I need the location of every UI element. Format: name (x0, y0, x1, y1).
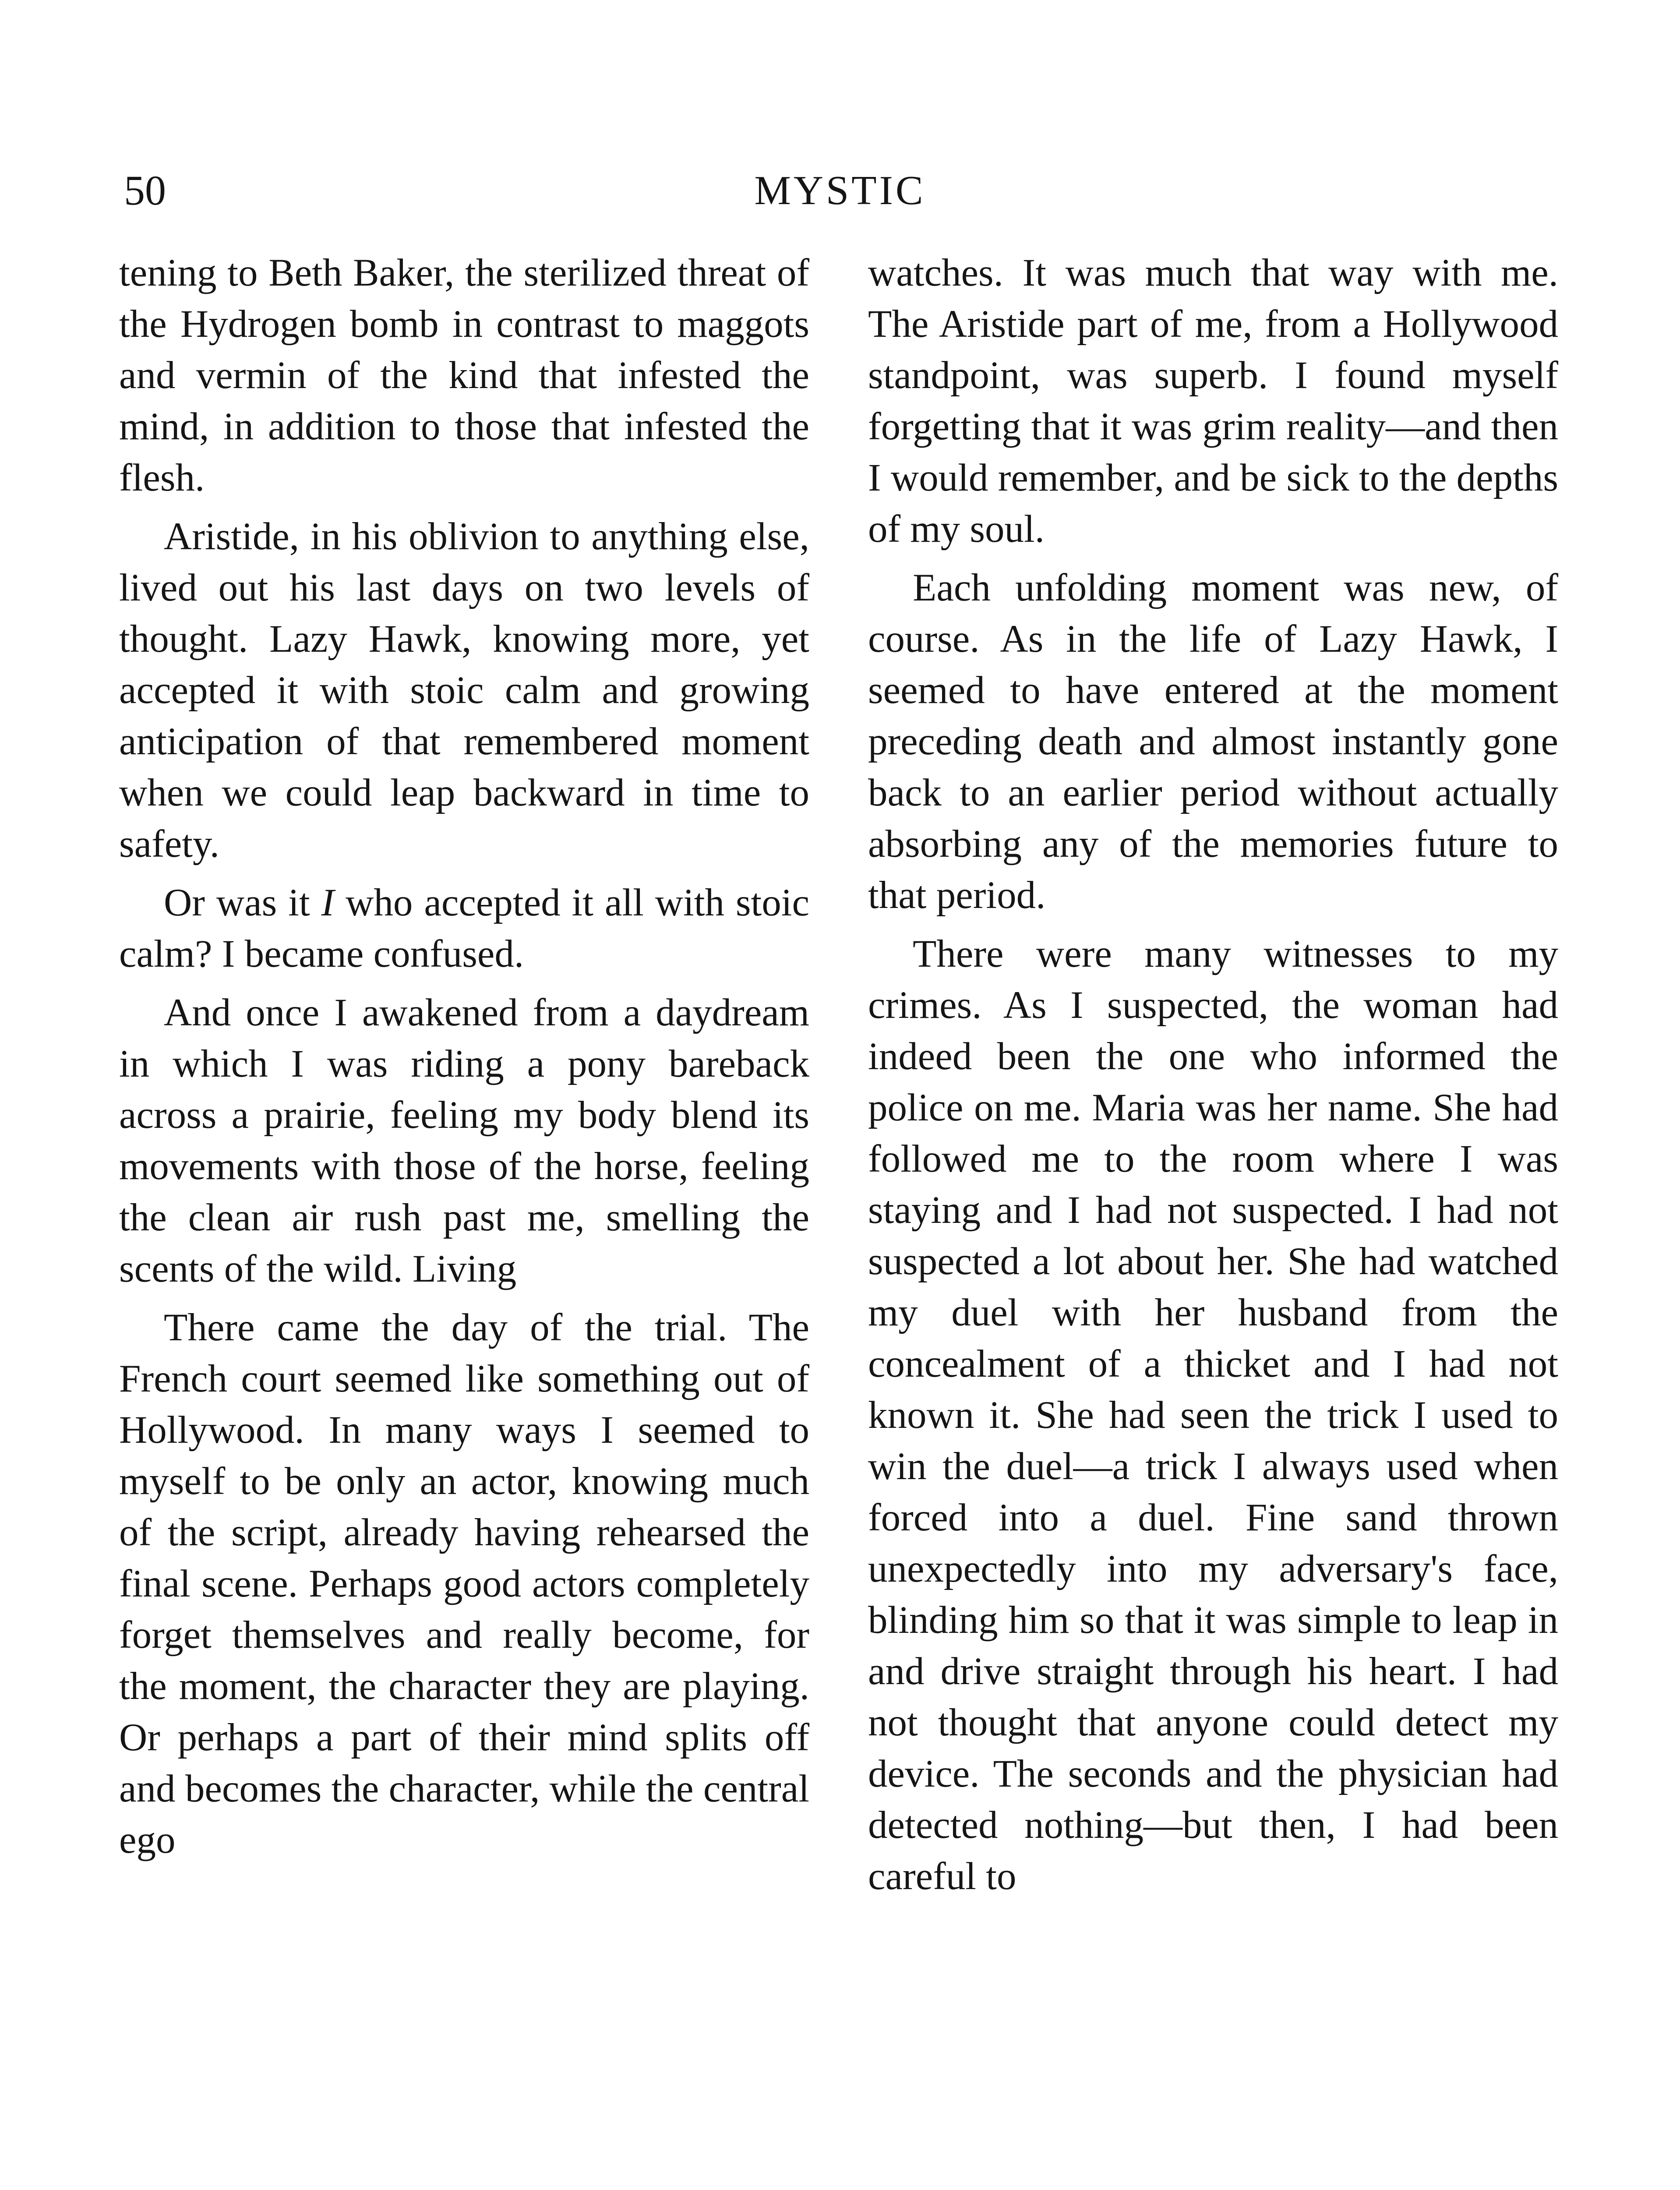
paragraph: Aristide, in his oblivion to anything else, lived out his last days on two levels of thought. Lazy Hawk, knowing more, yet accepted it with stoic calm and growing anticipation of that remembered moment when we could leap backward in time to safety. (119, 515, 809, 865)
paragraph-text: who accepted it all with stoic calm? I became confused. (119, 881, 809, 975)
running-head: MYSTIC (754, 168, 926, 213)
paragraph: There were many witnesses to my crimes. As I suspected, the woman had indeed been the one who informed the police on me. Maria was her name. She had followed me to the room where I was staying and I had not suspected. I had not suspected a lot about her. She had watched my duel with her husband from the concealment of a thicket and I had not known it. She had seen the trick I used to win the duel—a trick I always used when forced into a duel. Fine sand thrown unexpectedly into my adversary's face, blinding him so that it was simple to leap in and drive straight through his heart. I had not thought that anyone could detect my device. The seconds and the physician had detected nothing—but then, I had been careful to (868, 933, 1558, 1898)
paragraph: tening to Beth Baker, the sterilized threat of the Hydrogen bomb in contrast to maggots and vermin of the kind that infested the mind, in addition to those that infested the flesh. (119, 251, 809, 499)
paragraph: There came the day of the trial. The French court seemed like something out of Hollywood. In many ways I seemed to myself to be only an actor, knowing much of the script, already having rehearsed the final scene. Perhaps good actors completely forget themselves and really become, for the moment, the character they are playing. Or perhaps a part of their mind splits off and becomes the character, while the central ego (119, 1306, 809, 1862)
paragraph-text: Or was it (164, 881, 321, 924)
paragraph: watches. It was much that way with me. The Aristide part of me, from a Hollywood standpoint, was superb. I found myself forgetting that it was grim reality—and then I would remember, and be sick to the depths of my soul. (868, 251, 1558, 551)
left-column (119, 247, 809, 1873)
paragraph: Each unfolding moment was new, of course. As in the life of Lazy Hawk, I seemed to have entered at the moment preceding death and almost instantly gone back to an earlier period without actually absorbing any of the memories future to that period. (868, 566, 1558, 917)
page-number: 50 (124, 167, 166, 214)
paragraph (119, 877, 809, 980)
right-column (868, 247, 1558, 1910)
emphasis-text: I (321, 881, 335, 924)
paragraph: And once I awakened from a daydream in which I was riding a pony bareback across a prairie, feeling my body blend its movements with those of the horse, feeling the clean air rush past me, smelling the scents of the wild. Living (119, 991, 809, 1290)
page-header (0, 164, 1680, 217)
